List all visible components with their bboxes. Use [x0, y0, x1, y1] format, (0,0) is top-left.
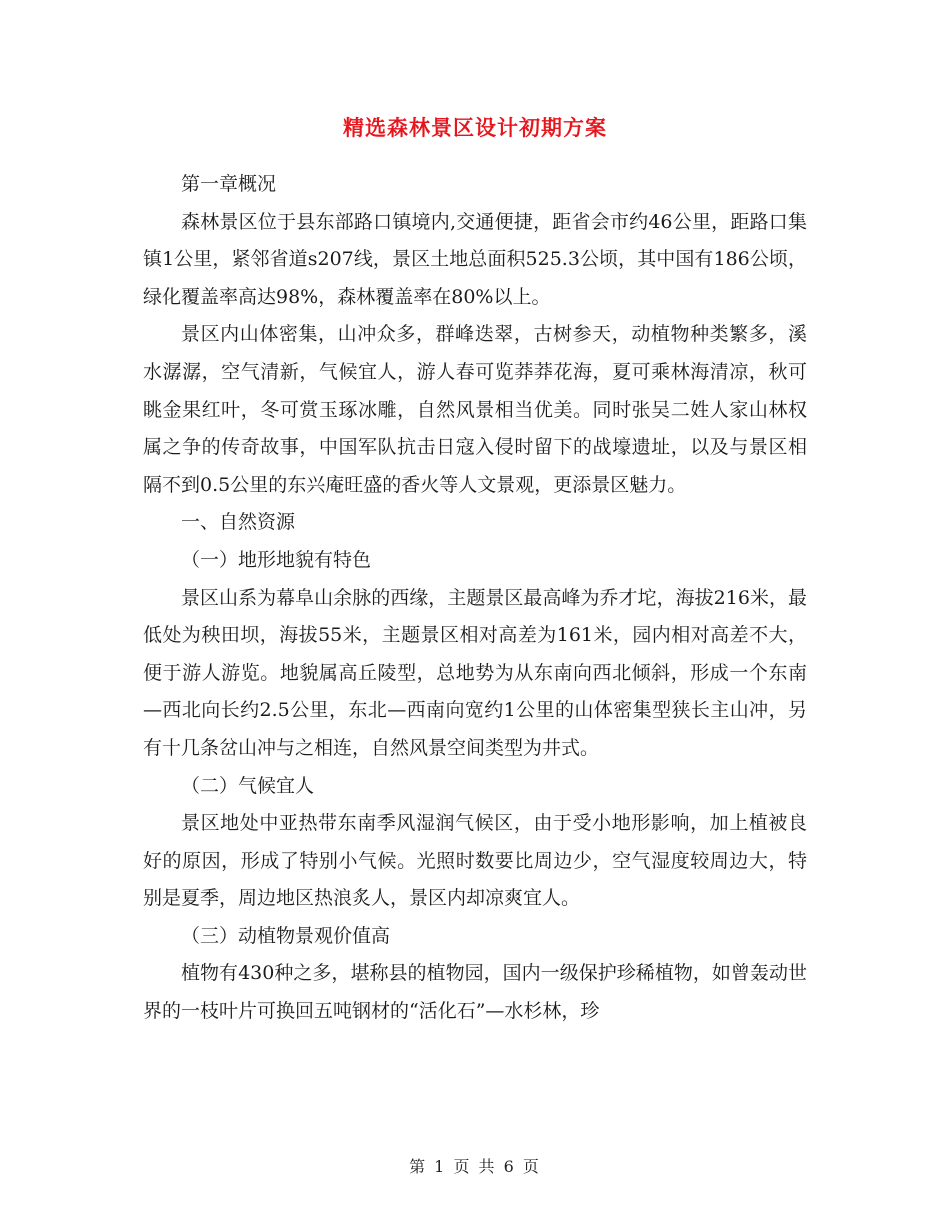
- section-heading-natural-resources: 一、自然资源: [181, 511, 296, 534]
- subsection-heading-terrain: （一）地形地貌有特色: [181, 548, 372, 571]
- document-body: [143, 166, 807, 1031]
- paragraph-flora: 植物有430种之多，堪称县的植物园，国内一级保护珍稀植物，如曾轰动世界的一枝叶片可换回五吨钢材的“活化石”—水杉林，珍: [143, 962, 807, 1023]
- paragraph-chapter-heading: 第一章概况: [181, 173, 277, 195]
- subsection-heading-climate: （二）气候宜人: [181, 774, 315, 797]
- paragraph-terrain: 景区山系为幕阜山余脉的西缘，主题景区最高峰为乔才坨，海拔216米，最低处为秧田坝，海拔55米，主题景区相对高差为161米，园内相对高差不大，便于游人游览。地貌属高丘陵型，总地势为从东南向西北倾斜，形成一个东南—西北向长约2.5公里，东北—西南向宽约1公里的山体密集型狭长主山冲，另有十几条岔山冲与之相连，自然风景空间类型为井式。: [143, 586, 807, 759]
- page-footer: 第 1 页 共 6 页: [409, 1157, 541, 1176]
- subsection-heading-flora-fauna: （三）动植物景观价值高: [181, 924, 391, 947]
- paragraph-climate: 景区地处中亚热带东南季风湿润气候区，由于受小地形影响，加上植被良好的原因，形成了特别小气候。光照时数要比周边少，空气湿度较周边大，特别是夏季，周边地区热浪炙人，景区内却凉爽宜人。: [143, 812, 807, 910]
- document-title: 精选森林景区设计初期方案: [343, 115, 607, 140]
- paragraph-location: 森林景区位于县东部路口镇境内,交通便捷，距省会市约46公里，距路口集镇1公里，紧邻省道s207线，景区土地总面积525.3公顷，其中国有186公顷，绿化覆盖率高达98%，森林覆盖率在80%以上。: [143, 210, 807, 308]
- paragraph-scenery: 景区内山体密集，山冲众多，群峰迭翠，古树参天，动植物种类繁多，溪水潺潺，空气清新，气候宜人，游人春可览莽莽花海，夏可乘林海清凉，秋可眺金果红叶，冬可赏玉琢冰雕，自然风景相当优美。同时张吴二姓人家山林权属之争的传奇故事，中国军队抗击日寇入侵时留下的战壕遗址，以及与景区相隔不到0.5公里的东兴庵旺盛的香火等人文景观，更添景区魅力。: [143, 323, 807, 496]
